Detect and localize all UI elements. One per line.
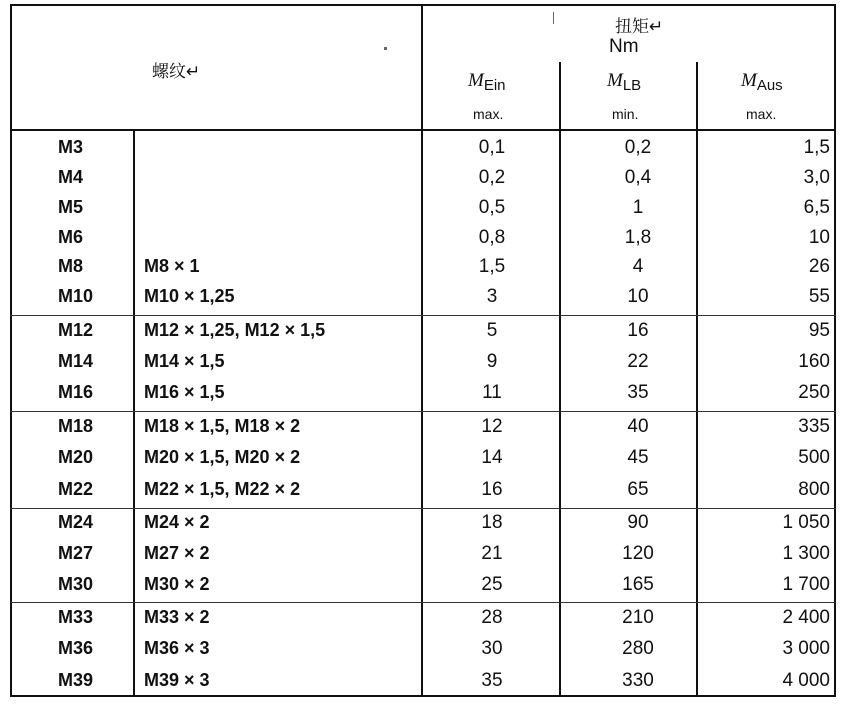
value-m-lb: 10 [627, 286, 649, 307]
value-m-lb: 120 [622, 543, 654, 564]
value-m-lb: 16 [627, 320, 649, 341]
header-bottom-rule [10, 129, 836, 131]
thread-coarse: M30 [58, 574, 94, 594]
thread-fine: M22 × 1,5, M22 × 2 [144, 479, 301, 499]
value-m-ein: 21 [481, 543, 503, 564]
value-m-ein: 9 [486, 351, 498, 372]
thread-fine: M10 × 1,25 [144, 286, 235, 306]
col-header-m-aus: $M_{Aus}$ [741, 70, 783, 94]
value-m-lb: 22 [627, 351, 649, 372]
thread-coarse: M8 [58, 256, 84, 276]
torque-unit: Nm [609, 36, 639, 57]
thread-fine: M18 × 1,5, M18 × 2 [144, 416, 301, 436]
thread-fine: M20 × 1,5, M20 × 2 [144, 447, 301, 467]
value-m-aus: 10 [808, 227, 830, 248]
value-m-ein: 1,5 [478, 256, 506, 277]
thread-coarse: M33 [58, 607, 94, 627]
value-m-lb: 0,2 [624, 137, 652, 158]
thread-fine: M8 × 1 [144, 256, 200, 276]
value-m-ein: 11 [482, 382, 502, 403]
value-m-lb: 40 [627, 416, 649, 437]
value-m-aus: 3,0 [803, 167, 830, 188]
thread-fine: M30 × 2 [144, 574, 210, 594]
value-m-lb: 280 [622, 638, 654, 659]
col-divider-coarse-fine [133, 131, 135, 697]
thread-coarse: M12 [58, 320, 94, 340]
value-m-aus: 1 700 [782, 574, 830, 595]
thread-fine: M36 × 3 [144, 638, 210, 658]
group-separator [10, 602, 836, 603]
value-m-aus: 3 000 [782, 638, 830, 659]
value-m-ein: 0,5 [478, 197, 506, 218]
value-m-ein: 0,2 [478, 167, 506, 188]
value-m-ein: 35 [481, 670, 503, 691]
value-m-ein: 16 [481, 479, 503, 500]
value-m-aus: 4 000 [782, 670, 830, 691]
col-qualifier-ein: max. [473, 106, 504, 122]
thread-coarse: M27 [58, 543, 94, 563]
thread-coarse: M3 [58, 137, 84, 157]
value-m-ein: 28 [481, 607, 503, 628]
thread-coarse: M14 [58, 351, 94, 371]
value-m-lb: 45 [627, 447, 649, 468]
value-m-lb: 1,8 [624, 227, 652, 248]
value-m-lb: 65 [627, 479, 649, 500]
group-separator [10, 508, 836, 509]
thread-fine: M24 × 2 [144, 512, 210, 532]
torque-header: 扭矩↵ [615, 17, 664, 37]
value-m-ein: 5 [486, 320, 498, 341]
thread-coarse: M39 [58, 670, 94, 690]
thread-coarse: M4 [58, 167, 84, 187]
value-m-ein: 12 [481, 416, 503, 437]
col-qualifier-lb: min. [612, 106, 639, 122]
thread-fine: M39 × 3 [144, 670, 210, 690]
scan-speck [553, 12, 554, 24]
value-m-aus: 2 400 [782, 607, 830, 628]
value-m-aus: 800 [798, 479, 830, 500]
thread-coarse: M24 [58, 512, 94, 532]
thread-coarse: M36 [58, 638, 94, 658]
value-m-ein: 30 [481, 638, 503, 659]
thread-coarse: M22 [58, 479, 94, 499]
value-m-lb: 90 [627, 512, 649, 533]
thread-coarse: M20 [58, 447, 94, 467]
thread-fine: M27 × 2 [144, 543, 210, 563]
col-header-m-ein: $M_{Ein}$ [468, 70, 506, 94]
value-m-aus: 1 050 [782, 512, 830, 533]
thread-fine: M16 × 1,5 [144, 382, 225, 402]
value-m-aus: 160 [798, 351, 830, 372]
value-m-lb: 0,4 [624, 167, 652, 188]
value-m-aus: 1 300 [782, 543, 830, 564]
value-m-ein: 18 [481, 512, 503, 533]
thread-coarse: M16 [58, 382, 94, 402]
value-m-lb: 1 [632, 197, 644, 218]
value-m-aus: 250 [798, 382, 830, 403]
value-m-ein: 14 [481, 447, 503, 468]
value-m-aus: 500 [798, 447, 830, 468]
value-m-aus: 26 [808, 256, 830, 277]
value-m-aus: 6,5 [803, 197, 830, 218]
col-qualifier-aus: max. [746, 106, 777, 122]
thread-fine: M12 × 1,25, M12 × 1,5 [144, 320, 326, 340]
group-separator [10, 411, 836, 412]
value-m-lb: 4 [632, 256, 644, 277]
value-m-aus: 335 [798, 416, 830, 437]
value-m-lb: 165 [622, 574, 654, 595]
thread-fine: M33 × 2 [144, 607, 210, 627]
value-m-aus: 55 [808, 286, 830, 307]
header-divider-thread-torque [421, 4, 423, 697]
value-m-lb: 35 [627, 382, 649, 403]
group-separator [10, 315, 836, 316]
value-m-aus: 95 [808, 320, 830, 341]
thread-fine: M14 × 1,5 [144, 351, 225, 371]
col-header-m-lb: $M_{LB}$ [607, 70, 642, 94]
value-m-lb: 210 [622, 607, 654, 628]
thread-coarse: M5 [58, 197, 84, 217]
scan-speck [384, 47, 387, 50]
thread-coarse: M10 [58, 286, 94, 306]
value-m-ein: 3 [486, 286, 498, 307]
value-m-aus: 1,5 [803, 137, 830, 158]
thread-coarse: M6 [58, 227, 84, 247]
thread-header: 螺纹↵ [152, 62, 201, 82]
value-m-lb: 330 [622, 670, 654, 691]
thread-coarse: M18 [58, 416, 94, 436]
value-m-ein: 25 [481, 574, 503, 595]
value-m-ein: 0,8 [478, 227, 506, 248]
value-m-ein: 0,1 [478, 137, 506, 158]
